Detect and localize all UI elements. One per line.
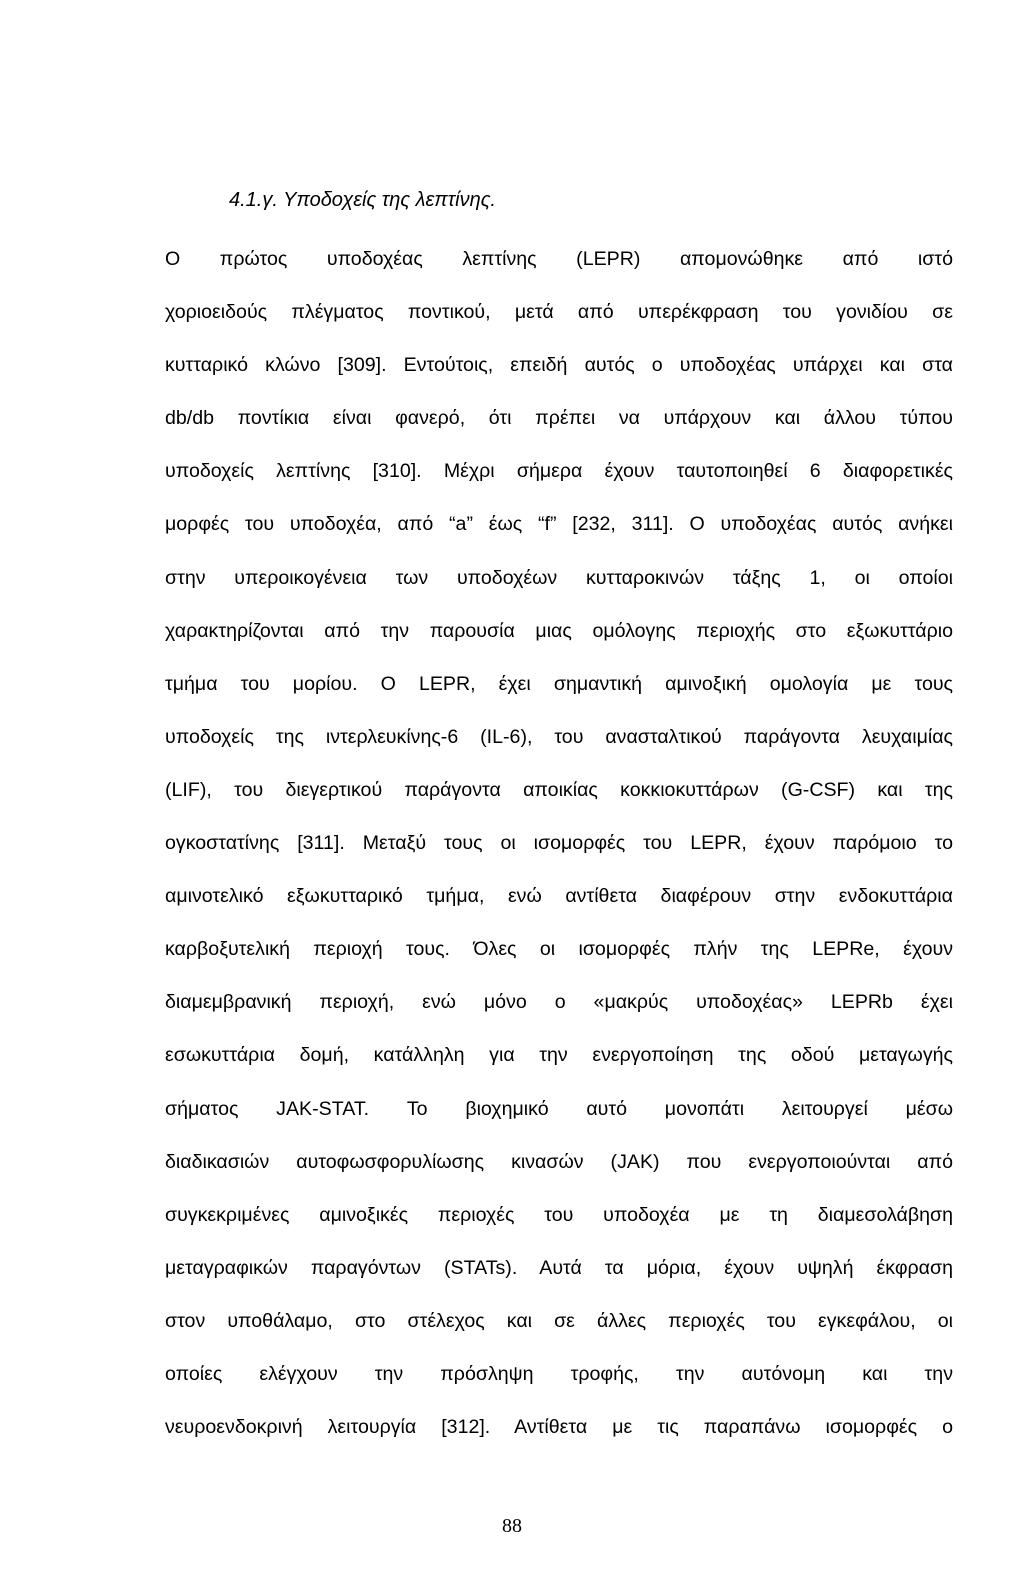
page-number: 88 <box>502 1515 522 1537</box>
text-line: αμινοτελικό εξωκυτταρικό τμήμα, ενώ αντίθετα διαφέρουν στην ενδοκυττάρια <box>165 885 953 908</box>
text-line: ογκοστατίνης [311]. Μεταξύ τους οι ισομορφές του LEPR, έχουν παρόμοιο το <box>165 832 953 855</box>
body-paragraph <box>165 233 953 1454</box>
text-line: συγκεκριμένες αμινοξικές περιοχές του υποδοχέα με τη διαμεσολάβηση <box>165 1203 953 1226</box>
text-line: εσωκυττάρια δομή, κατάλληλη για την ενεργοποίηση της οδού μεταγωγής <box>165 1044 953 1067</box>
text-line: στον υποθάλαμο, στο στέλεχος και σε άλλες περιοχές του εγκεφάλου, οι <box>165 1309 953 1332</box>
text-line: μορφές του υποδοχέα, από “a” έως “f” [232, 311]. Ο υποδοχέας αυτός ανήκει <box>165 513 953 536</box>
text-line: υποδοχείς λεπτίνης [310]. Μέχρι σήμερα έχουν ταυτοποιηθεί 6 διαφορετικές <box>165 460 953 483</box>
text-line: σήματος JAK-STAT. Το βιοχημικό αυτό μονοπάτι λειτουργεί μέσω <box>165 1097 953 1120</box>
text-line: υποδοχείς της ιντερλευκίνης-6 (IL-6), του ανασταλτικού παράγοντα λευχαιμίας <box>165 725 953 748</box>
section-heading: 4.1.γ. Υποδοχείς της λεπτίνης. <box>229 189 496 211</box>
text-line: Ο πρώτος υποδοχέας λεπτίνης (LEPR) απομονώθηκε από ιστό <box>165 248 953 270</box>
text-line: διαδικασιών αυτοφωσφορυλίωσης κινασών (JAK) που ενεργοποιούνται από <box>165 1150 953 1173</box>
text-line: χαρακτηρίζονται από την παρουσία μιας ομόλογης περιοχής στο εξωκυττάριο <box>165 619 953 642</box>
text-line: μεταγραφικών παραγόντων (STATs). Αυτά τα μόρια, έχουν υψηλή έκφραση <box>165 1256 953 1279</box>
text-line: στην υπεροικογένεια των υποδοχέων κυτταροκινών τάξης 1, οι οποίοι <box>165 566 953 589</box>
text-line: τμήμα του μορίου. Ο LEPR, έχει σημαντική αμινοξική ομολογία με τους <box>165 672 953 695</box>
text-line: διαμεμβρανική περιοχή, ενώ μόνο ο «μακρύς υποδοχέας» LEPRb έχει <box>165 991 953 1014</box>
text-line: οποίες ελέγχουν την πρόσληψη τροφής, την αυτόνομη και την <box>165 1362 953 1385</box>
text-line: db/db ποντίκια είναι φανερό, ότι πρέπει να υπάρχουν και άλλου τύπου <box>165 407 953 430</box>
text-line: νευροενδοκρινή λειτουργία [312]. Αντίθετα με τις παραπάνω ισομορφές ο <box>165 1416 953 1439</box>
text-line: χοριοειδούς πλέγματος ποντικού, μετά από υπερέκφραση του γονιδίου σε <box>165 301 953 324</box>
text-line: καρβοξυτελική περιοχή τους. Όλες οι ισομορφές πλήν της LEPRe, έχουν <box>165 938 953 961</box>
text-line: (LIF), του διεγερτικού παράγοντα αποικίας κοκκιοκυττάρων (G-CSF) και της <box>165 778 953 801</box>
text-line: κυτταρικό κλώνο [309]. Εντούτοις, επειδή αυτός ο υποδοχέας υπάρχει και στα <box>165 354 953 377</box>
